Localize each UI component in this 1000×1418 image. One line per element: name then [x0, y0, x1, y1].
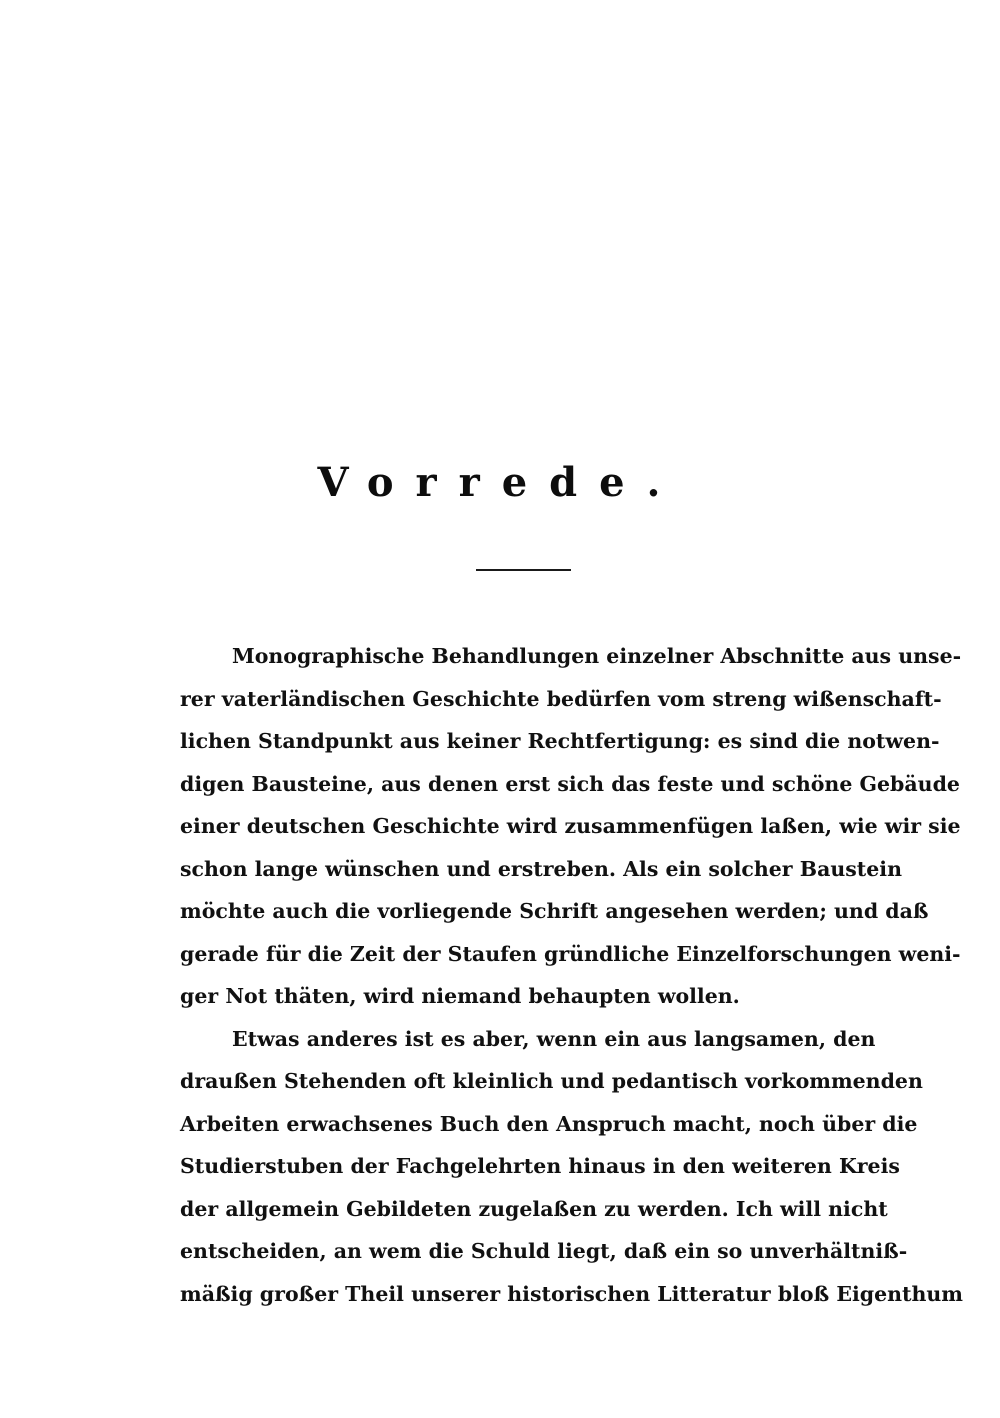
text-line: einer deutschen Geschichte wird zusammenfügen laßen, wie wir sie	[180, 814, 961, 838]
text-line: Arbeiten erwachsenes Buch den Anspruch macht, noch über die	[180, 1111, 918, 1136]
text-line: gerade für die Zeit der Staufen gründliche Einzelforschungen weni-	[180, 941, 961, 966]
title-divider	[476, 569, 571, 571]
text-line: Studierstuben der Fachgelehrten hinaus in den weiteren Kreis	[180, 1154, 900, 1178]
text-line: rer vaterländischen Geschichte bedürfen vom streng wißenschaft-	[180, 686, 942, 711]
text-line: Monographische Behandlungen einzelner Abschnitte aus unse-	[232, 644, 962, 668]
text-line: mäßig großer Theil unserer historischen Litteratur bloß Eigenthum	[180, 1281, 963, 1306]
page-title: Vorrede.	[317, 459, 683, 506]
text-line: Etwas anderes ist es aber, wenn ein aus langsamen, den	[232, 1026, 876, 1051]
text-line: draußen Stehenden oft kleinlich und pedantisch vorkommenden	[180, 1069, 923, 1093]
text-line: digen Bausteine, aus denen erst sich das feste und schöne Gebäude	[180, 771, 960, 796]
text-line: entscheiden, an wem die Schuld liegt, daß ein so unverhältniß-	[180, 1239, 908, 1263]
paragraph	[180, 1018, 963, 1316]
body-text	[180, 635, 963, 1315]
text-line: möchte auch die vorliegende Schrift angesehen werden; und daß	[180, 899, 929, 923]
text-line: der allgemein Gebildeten zugelaßen zu werden. Ich will nicht	[180, 1196, 888, 1221]
text-line: ger Not thäten, wird niemand behaupten wollen.	[180, 984, 740, 1008]
text-line: lichen Standpunkt aus keiner Rechtfertigung: es sind die notwen-	[180, 729, 940, 753]
text-line: schon lange wünschen und erstreben. Als ein solcher Baustein	[180, 856, 903, 881]
paragraph	[180, 635, 962, 1018]
